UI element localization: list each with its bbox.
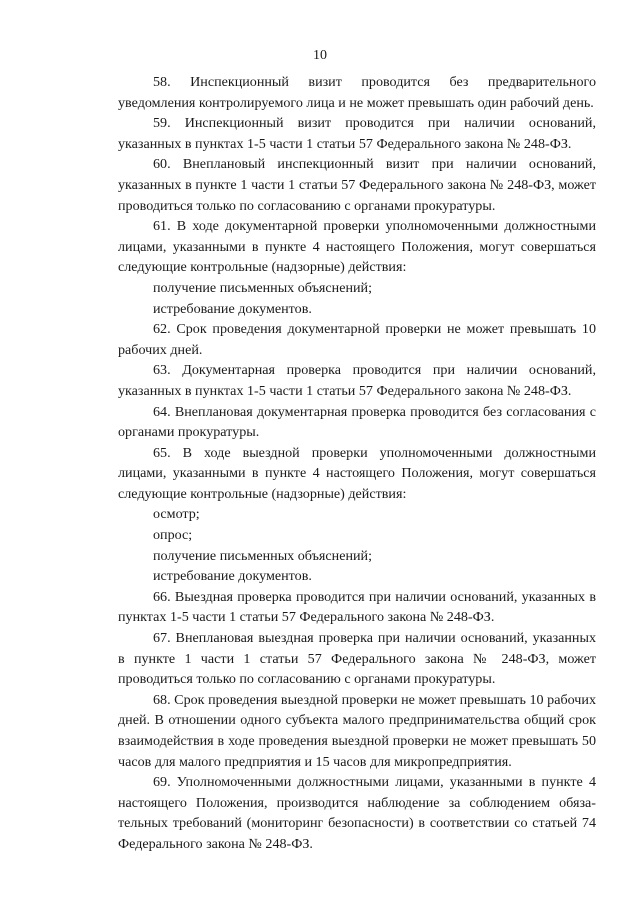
page-number: 10 [313,48,327,63]
paragraph: 64. Внеплановая документарная проверка проводится без согласования с органами прокуратуры. [118,403,596,441]
paragraph: 68. Срок проведения выездной проверки не может превышать 10 рабочих дней. В отношении одного субъекта малого предпринимательства общий срок взаимодействия в ходе проведения выездной проверки не может превышать 50 часов для малого предприятия и 15 часов для микропредприятия. [118,691,596,770]
paragraph: 63. Документарная проверка проводится при наличии оснований, указанных в пунктах 1-5 части 1 статьи 57 Федерального закона № 248-ФЗ. [118,362,596,399]
paragraph: 69. Уполномоченными должностными лицами, указанными в пункте 4 настоящего Положения, производится наблюдение за соблюдением обязательных требований (мониторинг безопасности) в соответствии со статьей 74 Федерального закона № 248-ФЗ. [118,774,596,852]
paragraph: 62. Срок проведения документарной проверки не может превышать 10 рабочих дней. [118,321,596,358]
paragraph: 61. В ходе документарной проверки уполномоченными должностными лицами, указанными в пункте 4 настоящего Положения, могут совершаться следующие контрольные (надзорные) действия: [118,218,596,276]
paragraph: 66. Выездная проверка проводится при наличии оснований, указанных в пунктах 1-5 части 1 статьи 57 Федерального закона № 248-ФЗ. [118,588,596,626]
list-item: истребование документов. [153,568,312,585]
list-item: получение письменных объяснений; [153,279,372,296]
list-item: получение письменных объяснений; [153,547,372,564]
document-body [118,72,596,855]
paragraph: 60. Внеплановый инспекционный визит при наличии оснований, указанных в пункте 1 части 1 статьи 57 Федерального закона № 248-ФЗ, может проводиться только по согласованию с органами прокуратуры. [118,156,596,214]
list-item: истребование документов. [153,300,312,317]
paragraph: 65. В ходе выездной проверки уполномоченными должностными лицами, указанными в пункте 4 настоящего Положения, могут совершаться следующие контрольные (надзорные) действия: [118,444,596,502]
list-item: опрос; [153,527,193,544]
list-item: осмотр; [153,506,200,523]
paragraph: 58. Инспекционный визит проводится без предварительного уведомления контролируемого лица и не может превышать один рабочий день. [118,74,596,111]
paragraph: 59. Инспекционный визит проводится при наличии оснований, указанных в пунктах 1-5 части 1 статьи 57 Федерального закона № 248-ФЗ. [118,115,596,152]
paragraph: 67. Внеплановая выездная проверка при наличии оснований, указанных в пункте 1 части 1 статьи 57 Федерального закона № 248-ФЗ, может проводиться только по согласованию с органами прокуратуры. [118,630,596,688]
